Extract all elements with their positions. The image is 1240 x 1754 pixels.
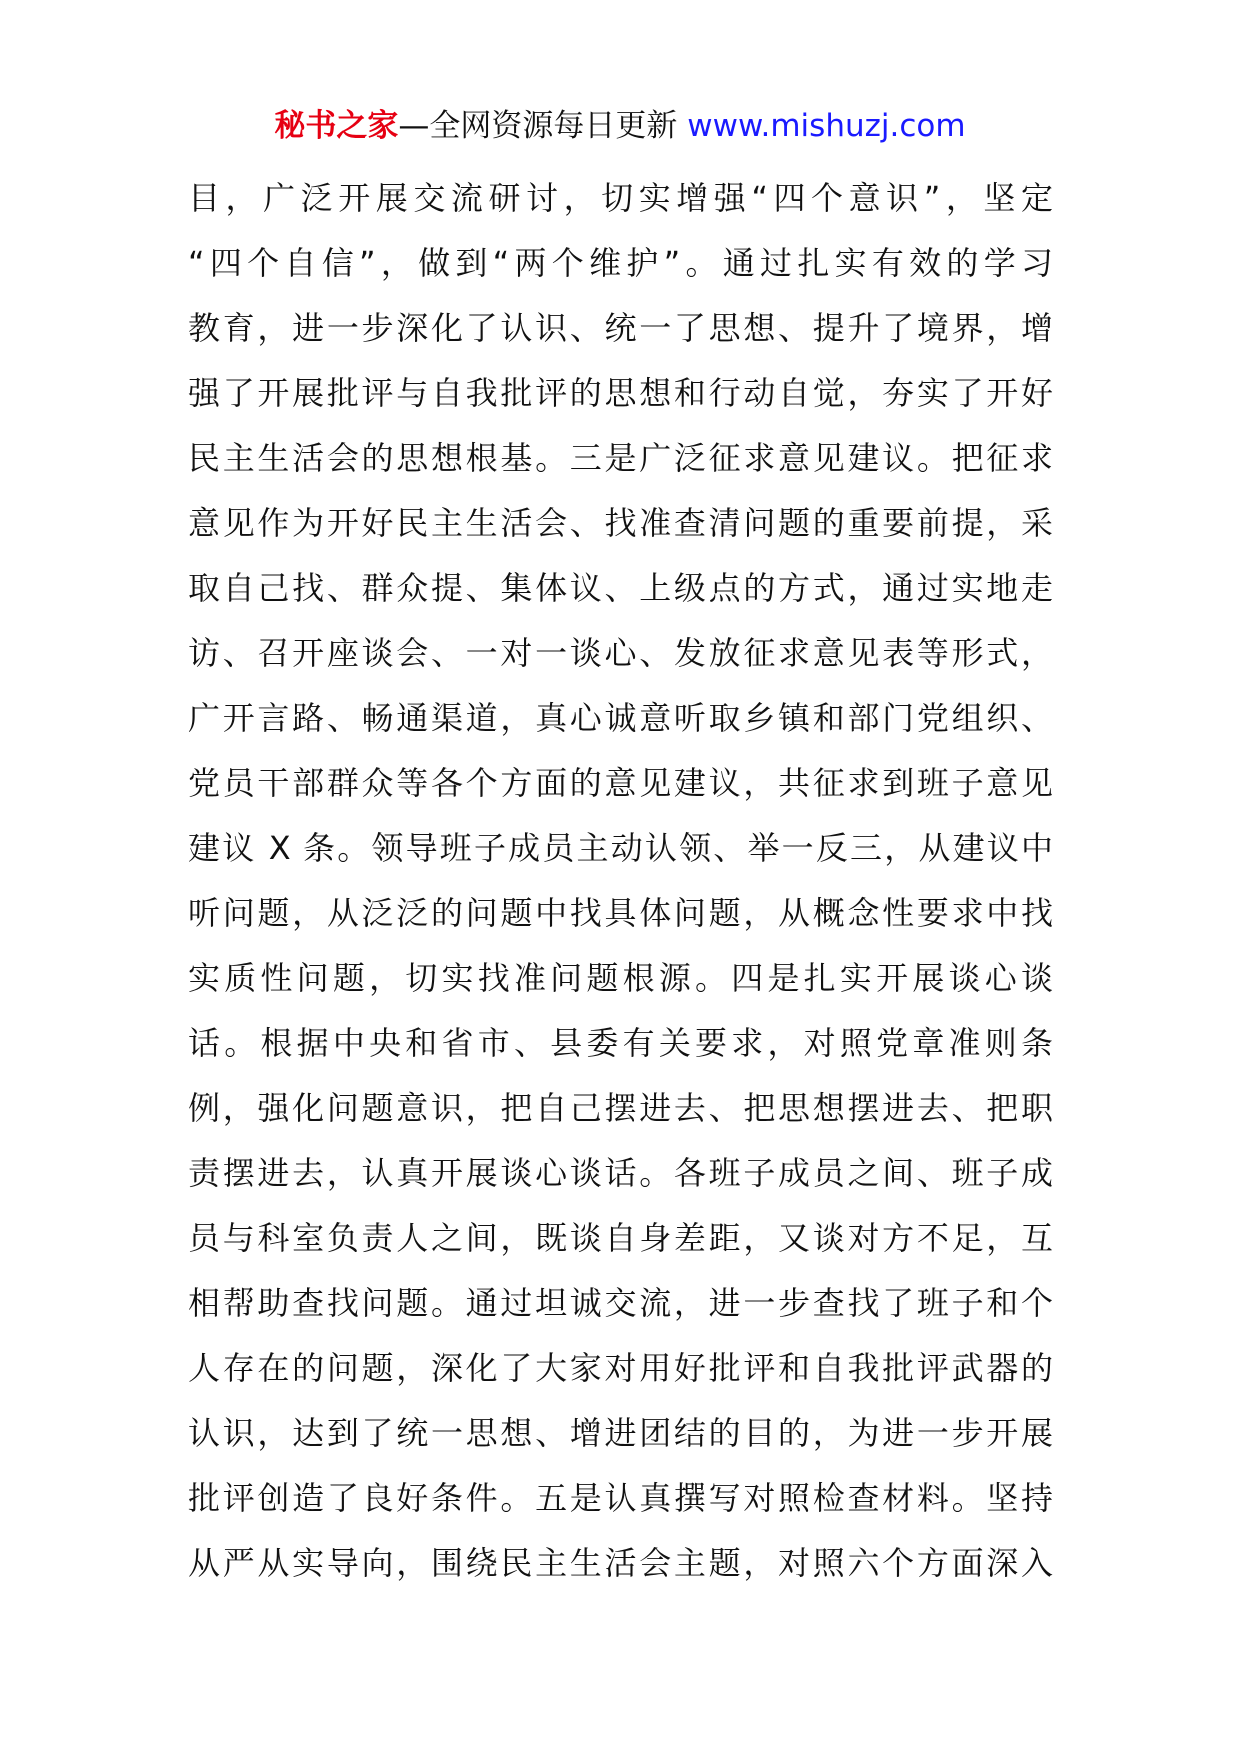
brand-name: 秘书之家: [274, 108, 399, 144]
site-url-link[interactable]: www.mishuzj.com: [687, 108, 966, 144]
text-line: 教育，进一步深化了认识、统一了思想、提升了境界，增: [188, 309, 1053, 347]
page-header: [0, 104, 1240, 148]
text-line: 访、召开座谈会、一对一谈心、发放征求意见表等形式，: [188, 634, 1053, 672]
text-line: 目，广泛开展交流研讨，切实增强“四个意识”，坚定: [188, 179, 1053, 217]
text-line: 实质性问题，切实找准问题根源。四是扎实开展谈心谈: [188, 959, 1053, 997]
text-line: 党员干部群众等各个方面的意见建议，共征求到班子意见: [188, 764, 1053, 802]
text-line: 认识，达到了统一思想、增进团结的目的，为进一步开展: [188, 1414, 1053, 1452]
header-tagline: —全网资源每日更新: [398, 108, 678, 144]
text-line: 意见作为开好民主生活会、找准查清问题的重要前提，采: [188, 504, 1053, 542]
text-line: “四个自信”，做到“两个维护”。通过扎实有效的学习: [188, 244, 1053, 282]
text-line: 相帮助查找问题。通过坦诚交流，进一步查找了班子和个: [188, 1284, 1053, 1322]
text-line: 例，强化问题意识，把自己摆进去、把思想摆进去、把职: [188, 1089, 1053, 1127]
text-line: 强了开展批评与自我批评的思想和行动自觉，夯实了开好: [188, 374, 1053, 412]
text-line: 批评创造了良好条件。五是认真撰写对照检查材料。坚持: [188, 1479, 1053, 1517]
text-line: 民主生活会的思想根基。三是广泛征求意见建议。把征求: [188, 439, 1053, 477]
text-line: 人存在的问题，深化了大家对用好批评和自我批评武器的: [188, 1349, 1053, 1387]
document-body: [188, 166, 1053, 1596]
text-line: 从严从实导向，围绕民主生活会主题，对照六个方面深入: [188, 1544, 1053, 1582]
text-line: 听问题，从泛泛的问题中找具体问题，从概念性要求中找: [188, 894, 1053, 932]
text-line: 话。根据中央和省市、县委有关要求，对照党章准则条: [188, 1024, 1053, 1062]
text-line: 取自己找、群众提、集体议、上级点的方式，通过实地走: [188, 569, 1053, 607]
text-line: 广开言路、畅通渠道，真心诚意听取乡镇和部门党组织、: [188, 699, 1053, 737]
text-line: 员与科室负责人之间，既谈自身差距，又谈对方不足，互: [188, 1219, 1053, 1257]
text-line: 建议 X 条。领导班子成员主动认领、举一反三，从建议中: [188, 829, 1053, 867]
text-line: 责摆进去，认真开展谈心谈话。各班子成员之间、班子成: [188, 1154, 1053, 1192]
